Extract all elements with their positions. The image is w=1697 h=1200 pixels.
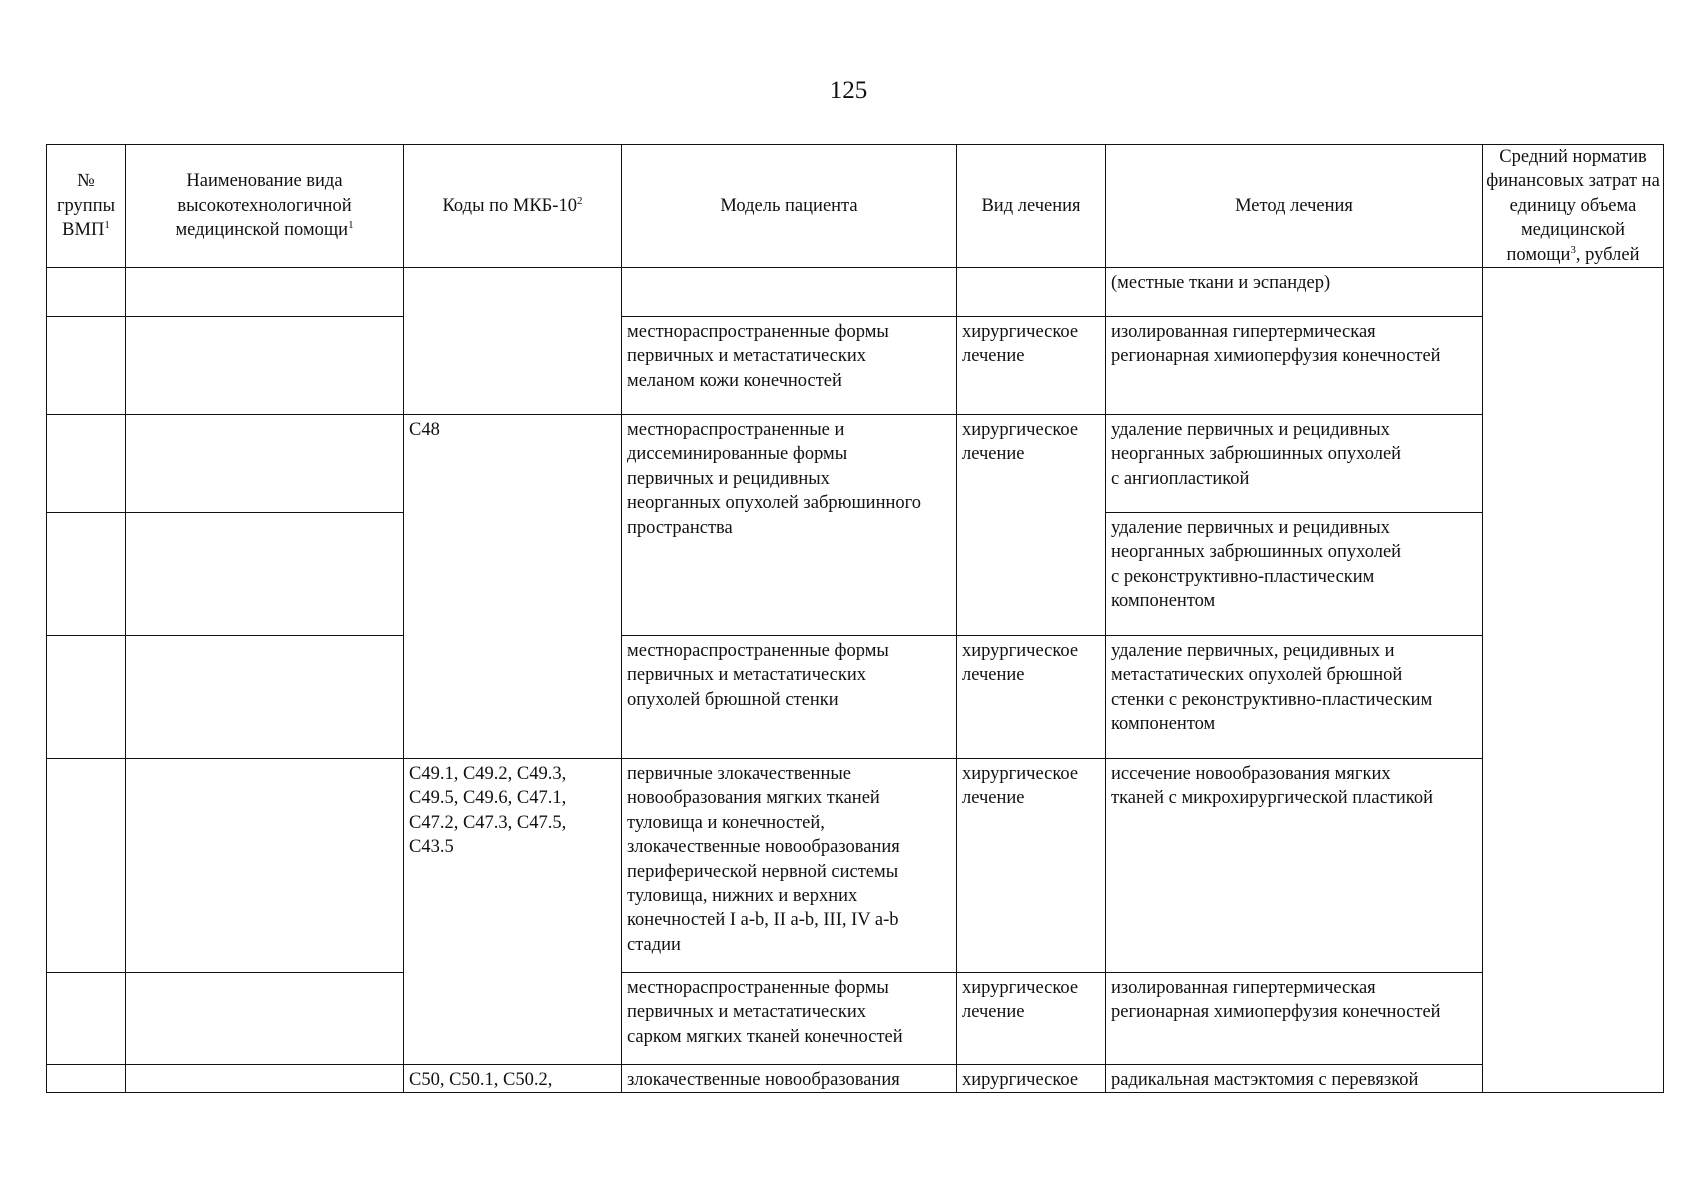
codes-cell: C48: [404, 415, 622, 759]
group-no-cell: [47, 636, 126, 759]
model-cell: [622, 268, 957, 317]
table-header: [47, 145, 1664, 268]
name-cell: [126, 973, 404, 1065]
codes-cell: C49.1, C49.2, C49.3, C49.5, C49.6, C47.1, C47.2, C47.3, C47.5, C43.5: [404, 759, 622, 1065]
name-cell: [126, 513, 404, 636]
header-model: Модель пациента: [622, 145, 957, 268]
method-cell: изолированная гипертермическая регионарная химиоперфузия конечностей: [1106, 973, 1483, 1065]
page-number: 125: [829, 77, 868, 104]
vmp-table: [46, 144, 1664, 1093]
treatment-cell: хирургическое: [957, 1065, 1106, 1093]
model-cell: местнораспространенные формы первичных и метастатических меланом кожи конечностей: [622, 317, 957, 415]
group-no-cell: [47, 317, 126, 415]
name-cell: [126, 317, 404, 415]
table-row: [47, 317, 1664, 415]
cost-cell: [1483, 268, 1664, 1093]
method-cell: (местные ткани и эспандер): [1106, 268, 1483, 317]
name-cell: [126, 1065, 404, 1093]
header-treatment: Вид лечения: [957, 145, 1106, 268]
group-no-cell: [47, 973, 126, 1065]
group-no-cell: [47, 268, 126, 317]
table-row: [47, 268, 1664, 317]
model-cell: злокачественные новообразования: [622, 1065, 957, 1093]
header-codes: Коды по МКБ-$10^2$: [404, 145, 622, 268]
group-no-cell: [47, 1065, 126, 1093]
group-no-cell: [47, 759, 126, 973]
method-cell: радикальная мастэктомия с перевязкой: [1106, 1065, 1483, 1093]
table-row: [47, 973, 1664, 1065]
table-row: [47, 636, 1664, 759]
name-cell: [126, 415, 404, 513]
treatment-cell: хирургическое лечение: [957, 759, 1106, 973]
table-row: [47, 1065, 1664, 1093]
model-cell: местнораспространенные и диссеминированные формы первичных и рецидивных неорганных опухолей забрюшинного пространства: [622, 415, 957, 636]
method-cell: удаление первичных и рецидивных неорганных забрюшинных опухолей с ангиопластикой: [1106, 415, 1483, 513]
treatment-cell: [957, 268, 1106, 317]
table-row: [47, 759, 1664, 973]
model-cell: местнораспространенные формы первичных и метастатических опухолей брюшной стенки: [622, 636, 957, 759]
header-name: Наименование вида высокотехнологичной медицинской помощи$^1$: [126, 145, 404, 268]
model-cell: первичные злокачественные новообразования мягких тканей туловища и конечностей, злокачественные новообразования периферической нервной системы туловища, нижних и верхних конечностей I a-b, II a-b, III, IV a-b стадии: [622, 759, 957, 973]
group-no-cell: [47, 415, 126, 513]
method-cell: удаление первичных и рецидивных неорганных забрюшинных опухолей с реконструктивно-пластическим компонентом: [1106, 513, 1483, 636]
table-row: [47, 415, 1664, 513]
group-no-cell: [47, 513, 126, 636]
method-cell: иссечение новообразования мягких тканей с микрохирургической пластикой: [1106, 759, 1483, 973]
header-cost: Средний норматив финансовых затрат на единицу объема медицинской помощи$^3$, рублей: [1483, 145, 1664, 268]
name-cell: [126, 759, 404, 973]
header-method: Метод лечения: [1106, 145, 1483, 268]
name-cell: [126, 636, 404, 759]
method-cell: изолированная гипертермическая регионарная химиоперфузия конечностей: [1106, 317, 1483, 415]
codes-cell: C50, C50.1, C50.2,: [404, 1065, 622, 1093]
treatment-cell: хирургическое лечение: [957, 317, 1106, 415]
treatment-cell: хирургическое лечение: [957, 636, 1106, 759]
codes-cell: [404, 268, 622, 415]
method-cell: удаление первичных, рецидивных и метастатических опухолей брюшной стенки с реконструктивно-пластическим компонентом: [1106, 636, 1483, 759]
model-cell: местнораспространенные формы первичных и метастатических сарком мягких тканей конечностей: [622, 973, 957, 1065]
treatment-cell: хирургическое лечение: [957, 973, 1106, 1065]
treatment-cell: хирургическое лечение: [957, 415, 1106, 636]
name-cell: [126, 268, 404, 317]
header-group-no: № группы ВМП$^1$: [47, 145, 126, 268]
